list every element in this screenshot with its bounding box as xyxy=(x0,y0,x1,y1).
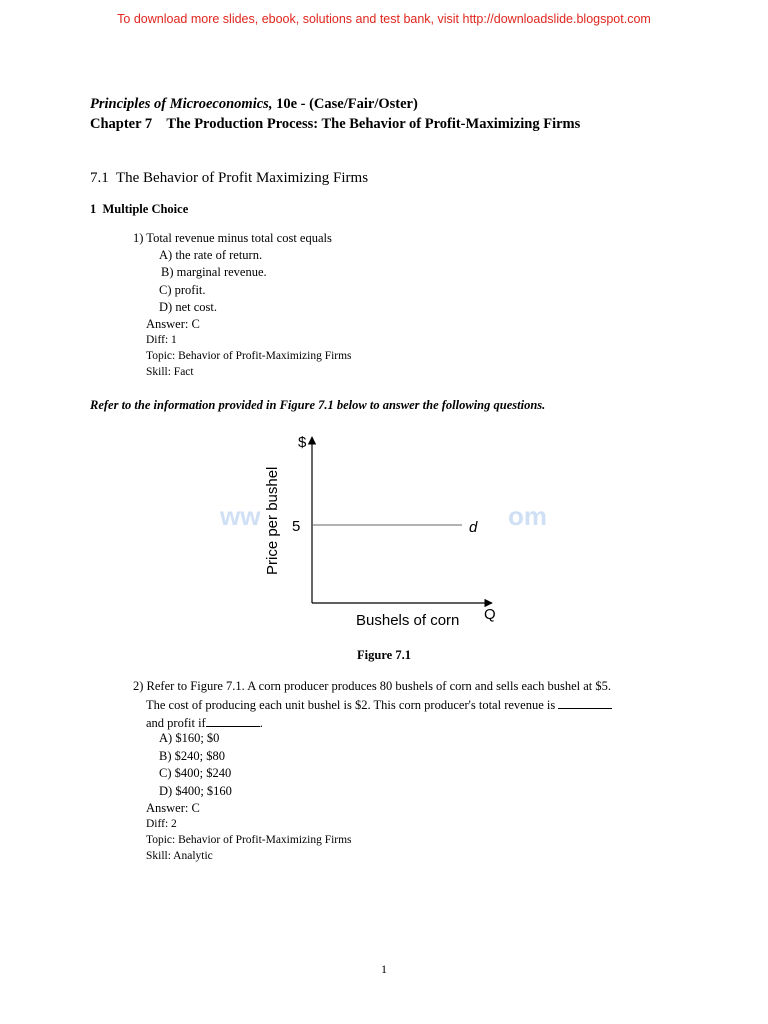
y-tick-5: 5 xyxy=(292,518,301,535)
book-edition: 10e - (Case/Fair/Oster) xyxy=(272,96,418,112)
q2-blank-1 xyxy=(558,696,612,709)
q2-answer: Answer: C xyxy=(146,801,200,815)
q1-stem: 1) Total revenue minus total cost equals xyxy=(133,231,332,245)
figure-caption: Figure 7.1 xyxy=(357,648,411,662)
q1-option-c: C) profit. xyxy=(159,283,206,297)
q2-period: . xyxy=(259,716,263,730)
q2-option-a: A) $160; $0 xyxy=(159,731,220,745)
chapter-title: Chapter 7 The Production Process: The Behavior of Profit-Maximizing Firms xyxy=(90,116,581,132)
q1-option-d: D) net cost. xyxy=(159,300,217,314)
q1-option-b: B) marginal revenue. xyxy=(161,265,267,279)
refer-instruction: Refer to the information provided in Figure 7.1 below to answer the following questions. xyxy=(90,398,546,412)
page-number: 1 xyxy=(381,962,387,976)
q2-diff: Diff: 2 xyxy=(146,818,177,830)
q2-stem-line1: 2) Refer to Figure 7.1. A corn producer produces 80 bushels of corn and sells each bushel at $5. xyxy=(133,679,612,693)
q2-stem-line2-text: The cost of producing each unit bushel is $2. This corn producer's total revenue is xyxy=(146,698,556,712)
q1-option-a: A) the rate of return. xyxy=(159,248,263,262)
q2-blank-2 xyxy=(206,714,260,727)
q1-diff: Diff: 1 xyxy=(146,334,177,346)
q2-stem-line3 xyxy=(146,714,263,731)
section-heading: 7.1 The Behavior of Profit Maximizing Firms xyxy=(90,170,369,186)
watermark-right: om xyxy=(508,501,547,531)
q2-stem-line3-text: and profit if xyxy=(146,716,206,730)
watermark-left: ww xyxy=(220,501,261,531)
y-axis-label: Price per bushel xyxy=(264,466,281,575)
book-title: Principles of Microeconomics, xyxy=(90,96,273,112)
q2-option-b: B) $240; $80 xyxy=(159,749,225,763)
q2-topic: Topic: Behavior of Profit-Maximizing Firms xyxy=(146,834,352,846)
x-axis-label: Bushels of corn xyxy=(356,612,460,629)
q2-option-d: D) $400; $160 xyxy=(159,784,232,798)
q1-skill: Skill: Fact xyxy=(146,366,194,378)
demand-label: d xyxy=(469,519,478,536)
q2-stem-line2 xyxy=(146,696,612,713)
y-axis-unit: $ xyxy=(298,434,307,451)
q1-topic: Topic: Behavior of Profit-Maximizing Firms xyxy=(146,350,352,362)
q1-answer: Answer: C xyxy=(146,317,200,331)
subsection-heading: 1 Multiple Choice xyxy=(90,202,189,216)
q2-skill: Skill: Analytic xyxy=(146,850,213,862)
figure-7-1 xyxy=(220,425,547,635)
download-banner: To download more slides, ebook, solutions and test bank, visit http://downloadslide.blogspot.com xyxy=(117,12,651,26)
x-axis-unit: Q xyxy=(484,606,496,623)
q2-option-c: C) $400; $240 xyxy=(159,766,232,780)
book-title-line xyxy=(90,96,418,113)
